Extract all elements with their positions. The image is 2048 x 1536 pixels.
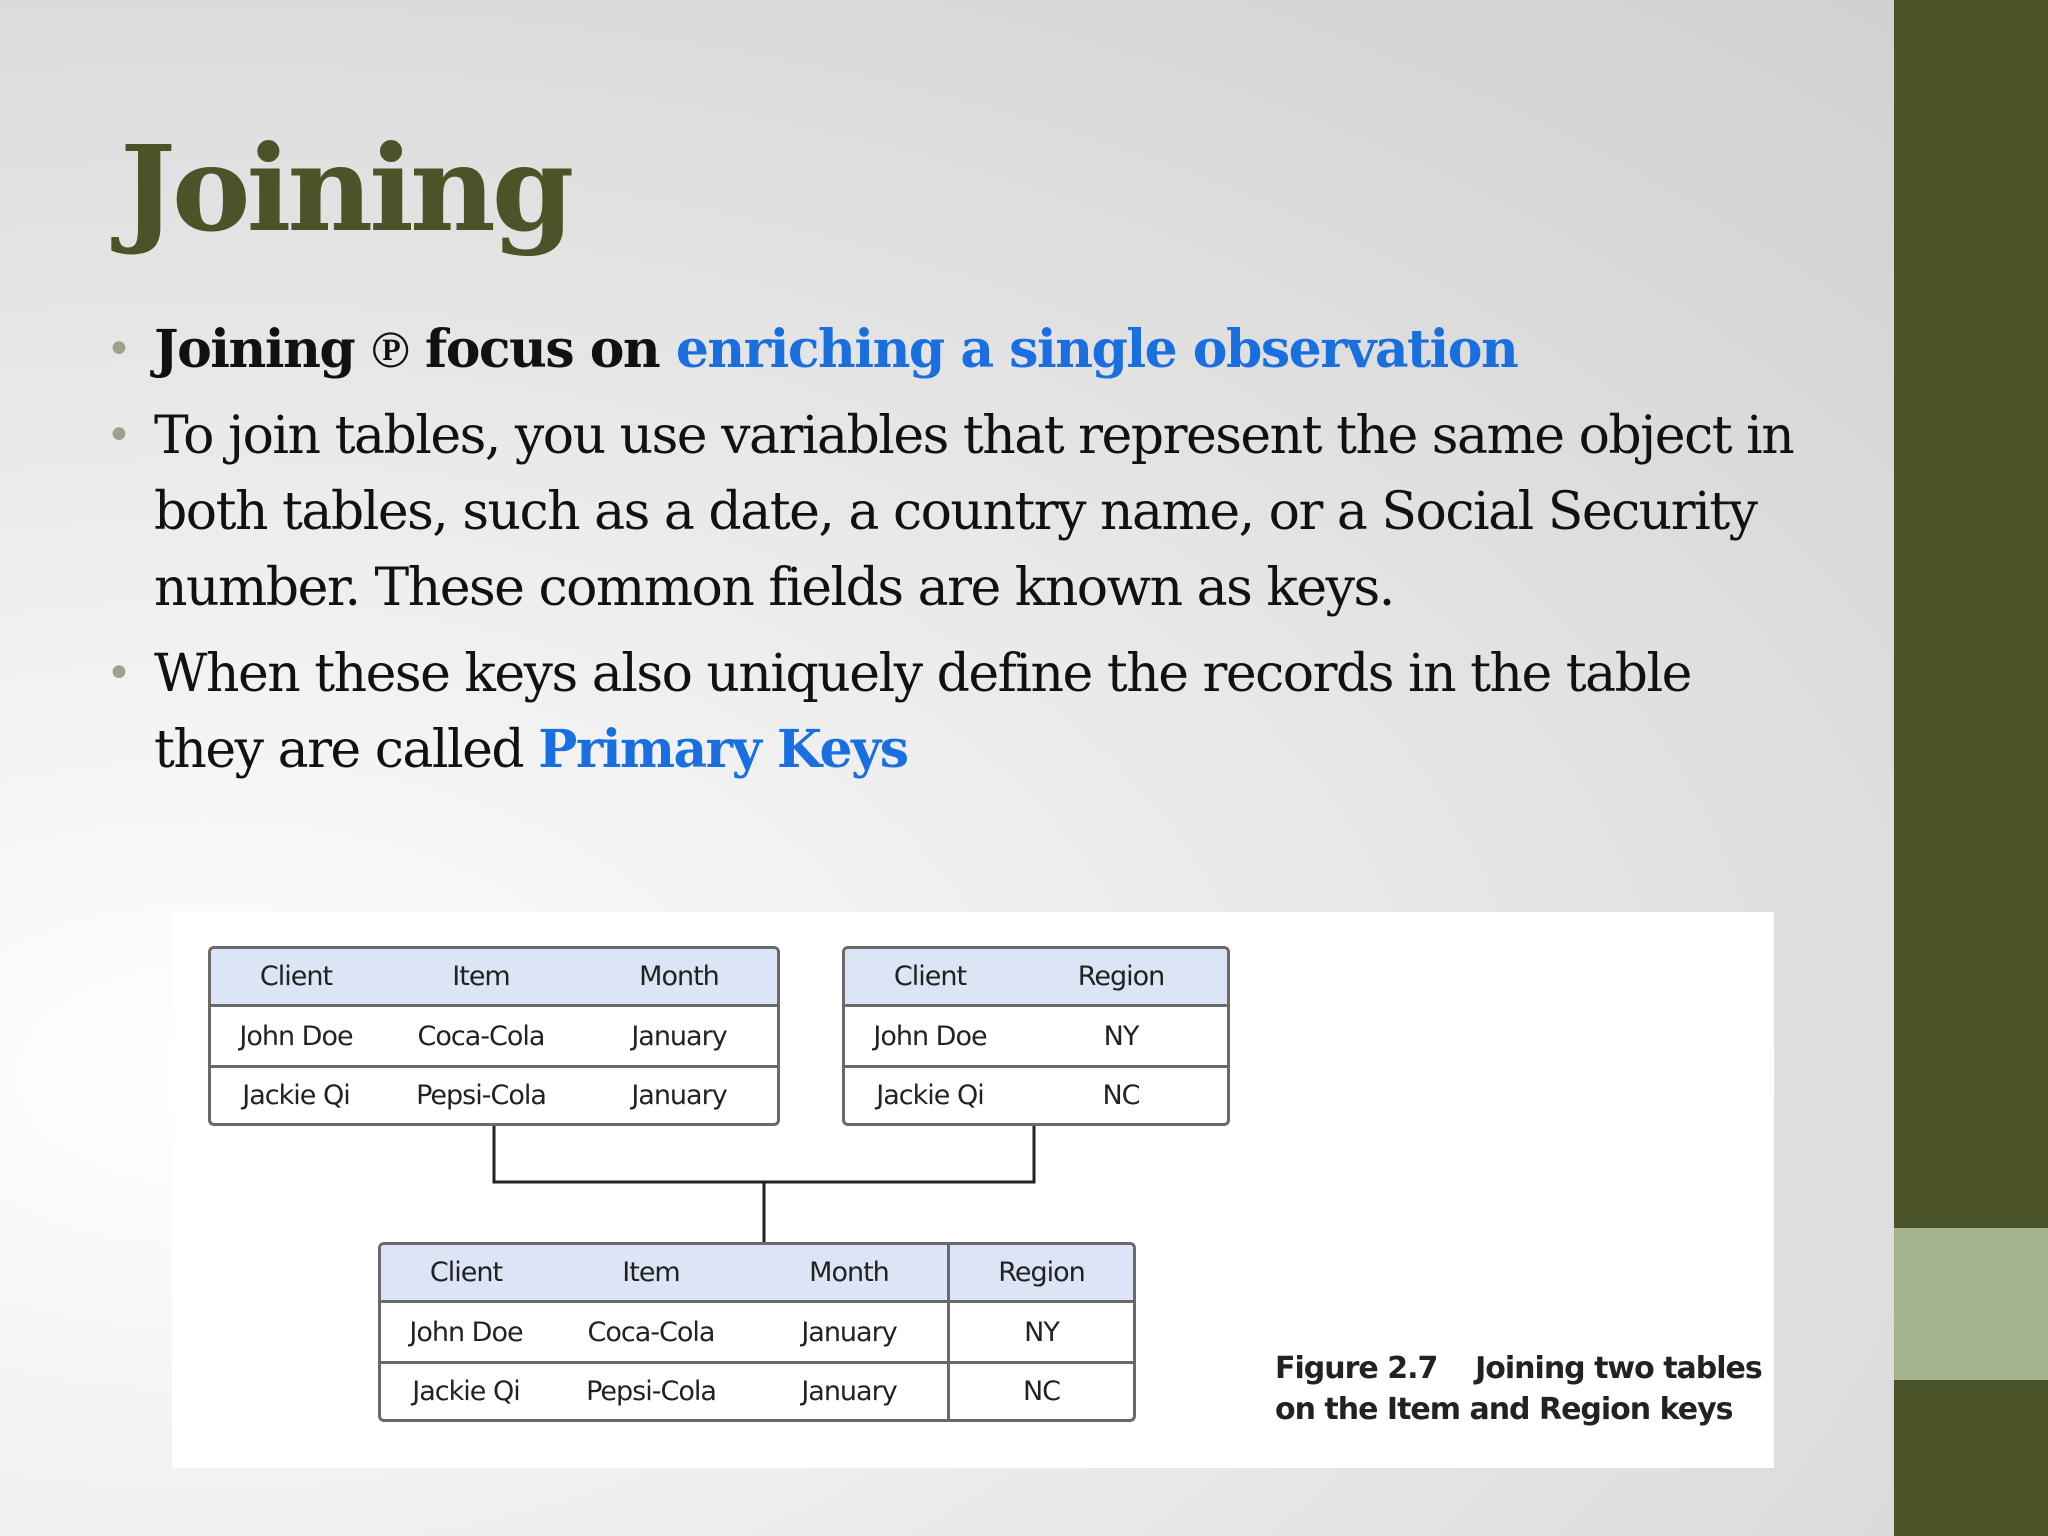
figure-caption-line2: on the Item and Region keys <box>1275 1392 1733 1427</box>
table-header-cell: Region <box>947 1245 1133 1300</box>
table-header-cell: Client <box>259 961 333 992</box>
table-cell: NC <box>947 1364 1133 1419</box>
table-header-row <box>211 949 777 1007</box>
table-header-cell: Client <box>893 961 967 992</box>
bullet-text: focus on <box>408 319 676 380</box>
table-header-row <box>381 1245 1133 1303</box>
join-figure <box>172 912 1774 1468</box>
table-header-cell: Client <box>429 1257 503 1288</box>
table-row <box>211 1007 777 1065</box>
table-cell: January <box>631 1080 727 1111</box>
highlight-text: Primary Keys <box>538 719 908 780</box>
table-row <box>381 1303 1133 1361</box>
table-cell: John Doe <box>409 1316 523 1348</box>
figure-caption-line1: Figure 2.7 Joining two tables <box>1275 1351 1762 1386</box>
joined-result-table <box>378 1242 1136 1422</box>
table-cell: Pepsi-Cola <box>416 1080 546 1111</box>
left-source-table <box>208 946 780 1126</box>
table-header-cell: Item <box>452 961 510 992</box>
table-header-cell: Month <box>639 961 719 992</box>
bullet-item <box>106 636 1806 788</box>
table-row <box>845 1007 1227 1065</box>
bullet-marker: • <box>106 410 131 461</box>
table-cell: Pepsi-Cola <box>586 1376 716 1407</box>
slide-title: Joining <box>120 119 571 258</box>
table-cell: John Doe <box>239 1020 353 1052</box>
bullet-list <box>106 312 1806 798</box>
bullet-text: ℗ <box>370 319 409 380</box>
bullet-marker: • <box>106 648 131 699</box>
bullet-item <box>106 312 1806 388</box>
table-header-row <box>845 949 1227 1007</box>
table-row <box>211 1065 777 1123</box>
table-cell: Jackie Qi <box>412 1376 520 1407</box>
table-cell: Coca-Cola <box>587 1316 715 1348</box>
table-cell: Jackie Qi <box>876 1080 984 1111</box>
table-cell: January <box>631 1020 727 1052</box>
table-header-cell: Region <box>1077 961 1165 992</box>
side-decoration-accent <box>1894 1228 2048 1380</box>
table-cell: Jackie Qi <box>242 1080 350 1111</box>
bullet-text: Joining <box>154 319 371 380</box>
bullet-text: When these keys also uniquely define the records in the table they are called <box>154 644 1691 780</box>
table-cell: NC <box>1102 1080 1140 1111</box>
table-row <box>381 1361 1133 1419</box>
table-cell: January <box>801 1376 897 1407</box>
table-cell: NY <box>947 1303 1133 1361</box>
table-cell: NY <box>1103 1020 1139 1052</box>
bullet-text: To join tables, you use variables that represent the same object in both tables, such as a date, a country name, or a Social Security number. These common fields are known as keys. <box>154 406 1794 618</box>
bullet-marker: • <box>106 324 131 375</box>
table-cell: Coca-Cola <box>417 1020 545 1052</box>
highlight-text: enriching a single observation <box>675 319 1518 380</box>
table-row <box>845 1065 1227 1123</box>
table-header-cell: Item <box>622 1257 680 1288</box>
table-header-cell: Month <box>809 1257 889 1288</box>
table-cell: January <box>801 1316 897 1348</box>
table-cell: John Doe <box>873 1020 987 1052</box>
right-source-table <box>842 946 1230 1126</box>
figure-caption <box>1275 1348 1762 1430</box>
bullet-item <box>106 398 1806 626</box>
